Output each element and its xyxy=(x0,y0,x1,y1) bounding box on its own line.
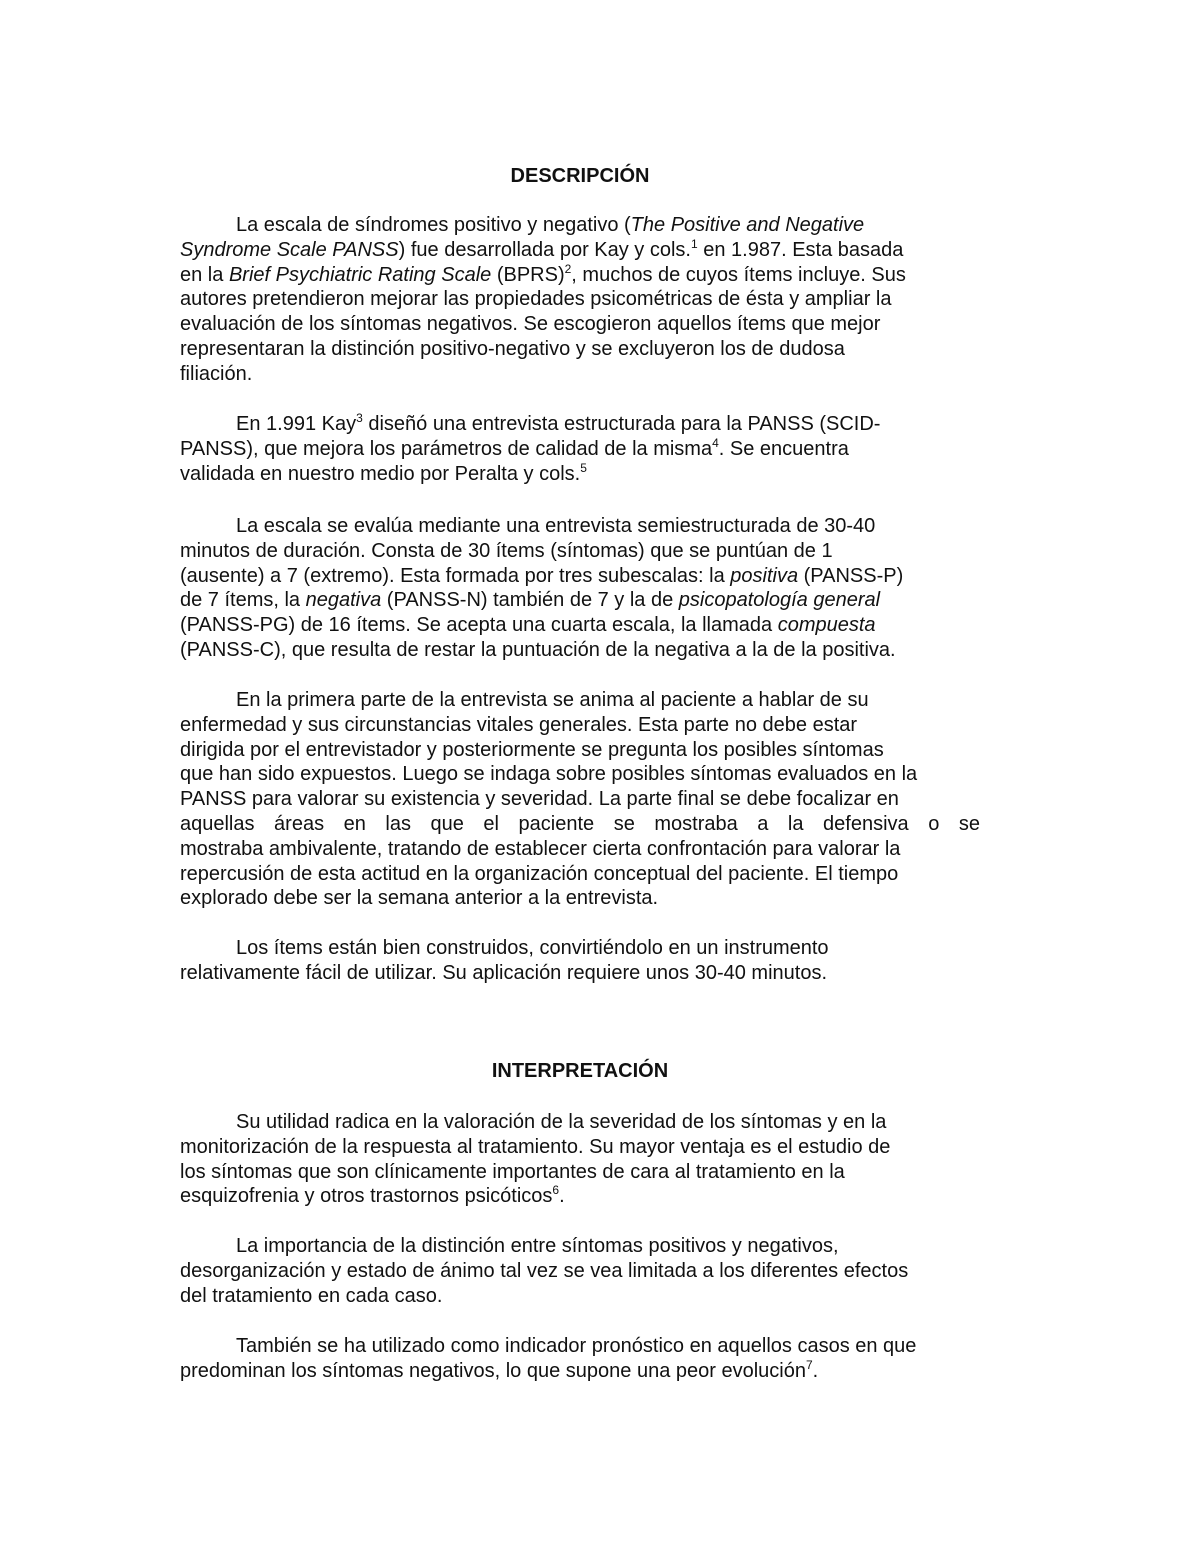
paragraph-interpretacion-2: La importancia de la distinción entre síntomas positivos y negativos, desorganización y estado de ánimo tal vez se vea limitada a los diferentes efectos del tratamiento en cada caso. xyxy=(180,1235,909,1307)
paragraph-descripcion-2: En 1.991 Kay$^3$ diseñó una entrevista estructurada para la PANSS (SCID- PANSS), que mejora los parámetros de calidad de la misma$^4$. Se encuentra validada en nuestro medio por Peralta y cols.$^5$ xyxy=(180,411,881,485)
paragraph-descripcion-1: La escala de síndromes positivo y negativo (The Positive and Negative Syndrome Scale PANSS) fue desarrollada por Kay y cols.$^1$ en 1.987. Esta basada en la Brief Psychiatric Rating Scale (BPRS)$^2$, muchos de cuyos ítems incluye. Sus autores pretendieron mejorar las propiedades psicométricas de ésta y ampliar la evaluación de los síntomas negativos. Se escogieron aquellos ítems que mejor representaran la distinción positivo-negativo y se excluyeron los de dudosa filiación. xyxy=(180,214,906,385)
paragraph-descripcion-4: En la primera parte de la entrevista se anima al paciente a hablar de su enfermedad y sus circunstancias vitales generales. Esta parte no debe estar dirigida por el entrevistador y posteriormente se pregunta los posibles síntomas que han sido expuestos. Luego se indaga sobre posibles síntomas evaluados en la PANSS para valorar su existencia y severidad. La parte final se debe focalizar en aquellas áreas en las que el paciente se mostraba a la defensiva o se mostraba ambivalente, tratando de establecer cierta confrontación para valorar la repercusión de esta actitud en la organización conceptual del paciente. El tiempo explorado debe ser la semana anterior a la entrevista. xyxy=(180,689,980,910)
footnote-ref-3: 3 xyxy=(356,411,363,425)
paragraph-descripcion-3: La escala se evalúa mediante una entrevista semiestructurada de 30-40 minutos de duración. Consta de 30 ítems (síntomas) que se puntúan de 1 (ausente) a 7 (extremo). Esta formada por tres subescalas: la positiva (PANSS-P) de 7 ítems, la negativa (PANSS-N) también de 7 y la de psicopatología general (PANSS-PG) de 16 ítems. Se acepta una cuarta escala, la llamada compuesta (PANSS-C), que resulta de restar la puntuación de la negativa a la de la positiva. xyxy=(180,515,904,661)
section-heading-interpretacion: INTERPRETACIÓN xyxy=(491,1060,669,1082)
paragraph-descripcion-5: Los ítems están bien construidos, convirtiéndolo en un instrumento relativamente fácil de utilizar. Su aplicación requiere unos 30-40 minutos. xyxy=(180,937,829,984)
footnote-ref-1: 1 xyxy=(691,236,698,251)
footnote-ref-7: 7 xyxy=(805,1357,813,1372)
paragraph-interpretacion-1: Su utilidad radica en la valoración de la severidad de los síntomas y en la monitorización de la respuesta al tratamiento. Su mayor ventaja es el estudio de los síntomas que son clínicamente importantes de cara al tratamiento en la esquizofrenia y otros trastornos psicóticos$^6$. xyxy=(180,1111,891,1208)
footnote-ref-4: 4 xyxy=(712,435,719,450)
section-heading-descripcion: DESCRIPCIÓN xyxy=(510,165,650,187)
footnote-ref-5: 5 xyxy=(580,460,587,475)
paragraph-interpretacion-3: También se ha utilizado como indicador pronóstico en aquellos casos en que predominan los síntomas negativos, lo que supone una peor evolución$^7$. xyxy=(180,1335,917,1382)
footnote-ref-2: 2 xyxy=(564,261,572,276)
footnote-ref-6: 6 xyxy=(552,1183,560,1198)
